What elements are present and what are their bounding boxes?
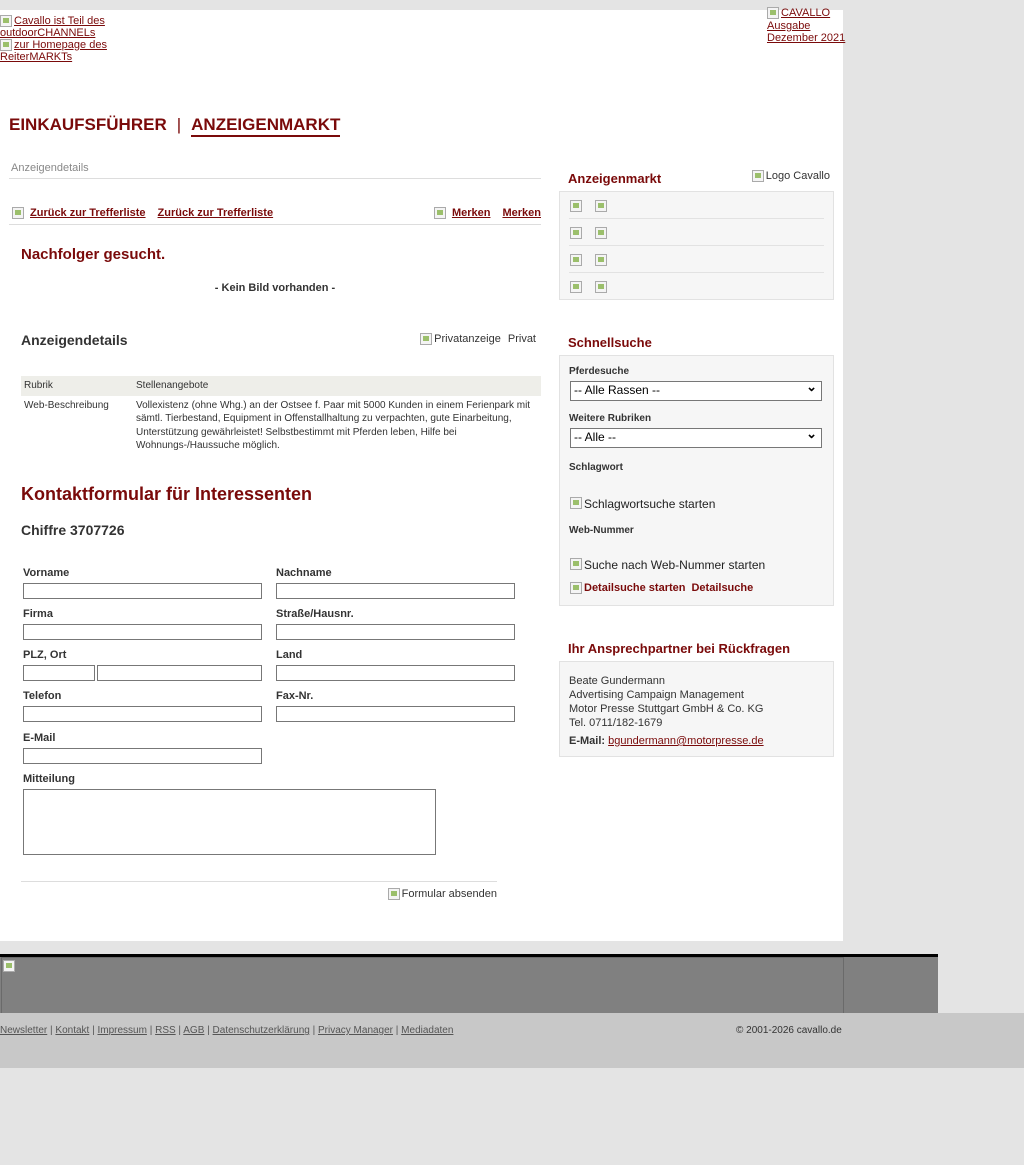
thumbnail-icon[interactable] (570, 281, 582, 293)
land-field[interactable] (276, 665, 515, 681)
bookmark-icon: Merken (434, 207, 497, 219)
market-thumbnails (559, 191, 834, 300)
issue-cover-icon (767, 7, 779, 19)
email-label: E-Mail (23, 732, 56, 744)
list-item (569, 192, 824, 219)
list-item (569, 246, 824, 273)
nachname-field[interactable] (276, 583, 515, 599)
footer-banner (0, 954, 938, 1016)
sidebar (559, 160, 834, 757)
telefon-field[interactable] (23, 706, 262, 722)
ad-detail-column (9, 160, 541, 900)
schlagwort-label: Schlagwort (569, 462, 623, 473)
contact-email-row (569, 734, 824, 748)
submit-icon (388, 888, 400, 900)
firma-label: Firma (23, 608, 53, 620)
nav-separator: | (176, 115, 182, 134)
ort-field[interactable] (97, 665, 262, 681)
current-issue (767, 7, 847, 45)
chiffre-number: Chiffre 3707726 (21, 522, 125, 538)
footer-link-privacy-manager[interactable]: Privacy Manager (317, 1025, 394, 1036)
detail-value: Stellenangebote (133, 376, 541, 396)
page-content (0, 7, 846, 941)
contact-company: Motor Presse Stuttgart GmbH & Co. KG (569, 703, 764, 715)
land-label: Land (276, 649, 303, 661)
breed-select[interactable]: -- Alle Rassen -- ⌄ (570, 381, 822, 401)
footer-link-kontakt[interactable]: Kontakt (55, 1025, 90, 1036)
contact-info (559, 661, 834, 757)
main-navigation (9, 115, 340, 135)
thumbnail-icon[interactable] (570, 254, 582, 266)
thumbnail-icon[interactable] (570, 200, 582, 212)
search-icon (570, 558, 582, 570)
details-table (21, 376, 541, 456)
copyright: © 2001-2026 cavallo.de (736, 1025, 842, 1036)
banner-image-icon (3, 960, 15, 972)
reitermarkt-link[interactable]: zur Homepage des ReiterMARKTs (0, 39, 107, 63)
outdoor-channel-link[interactable]: Cavallo ist Teil des outdoorCHANNELs (0, 15, 105, 39)
plz-ort-label: PLZ, Ort (23, 649, 67, 661)
private-ad-label: Privat (507, 333, 536, 345)
contact-name: Beate Gundermann (569, 675, 666, 687)
detail-key: Rubrik (21, 376, 133, 396)
thumbnail-icon[interactable] (570, 227, 582, 239)
plz-field[interactable] (23, 665, 95, 681)
details-heading: Anzeigendetails (21, 332, 128, 348)
detail-search-icon (570, 582, 582, 594)
table-row (21, 376, 541, 396)
fax-field[interactable] (276, 706, 515, 722)
thumbnail-icon[interactable] (595, 227, 607, 239)
category-select[interactable]: -- Alle -- ⌄ (570, 428, 822, 448)
footer (0, 1013, 1024, 1068)
contact-role: Advertising Campaign Management (569, 689, 744, 701)
footer-link-newsletter[interactable]: Newsletter (0, 1025, 48, 1036)
form-footer (21, 881, 497, 900)
weitere-rubriken-label: Weitere Rubriken (569, 413, 652, 424)
email-field[interactable] (23, 748, 262, 764)
back-label: Zurück zur Trefferliste (157, 207, 274, 219)
thumbnail-icon[interactable] (595, 200, 607, 212)
cavallo-logo: Logo Cavallo (752, 170, 830, 182)
ad-toolbar (9, 207, 541, 225)
quicksearch-title: Schnellsuche (568, 335, 652, 350)
reitermarkt-logo-icon (0, 39, 12, 51)
vorname-field[interactable] (23, 583, 262, 599)
outdoor-logo-icon (0, 15, 12, 27)
nachname-label: Nachname (276, 567, 332, 579)
contact-email-link[interactable]: bgundermann@motorpresse.de (608, 735, 764, 747)
quicksearch-body (559, 355, 834, 606)
detail-value: Vollexistenz (ohne Whg.) an der Ostsee f. Paar mit 5000 Kunden in einem Ferienpark mit sämtl. Tierbestand, Equipment in Offenstallhaltung zu verpachten, gute Einarbeitung, Unterstützung gewährleistet! Selbstbestimmt mit Pferden leben, Hilfe bei Wohnungs-/Haussuche möglich. (136, 399, 531, 451)
submit-button[interactable]: Formular absenden (388, 888, 497, 900)
contact-phone: Tel. 0711/182-1679 (569, 717, 663, 729)
back-to-results-button[interactable] (12, 207, 279, 219)
mitteilung-label: Mitteilung (23, 773, 75, 785)
list-item (569, 273, 824, 299)
back-icon: Zurück zur Trefferliste (12, 207, 152, 219)
private-ad-badge (420, 333, 536, 345)
quicksearch-box (559, 328, 834, 606)
footer-link-mediadaten[interactable]: Mediadaten (401, 1025, 454, 1036)
footer-link-agb[interactable]: AGB (183, 1025, 205, 1036)
list-item (569, 219, 824, 246)
contact-title: Ihr Ansprechpartner bei Rückfragen (568, 641, 791, 656)
footer-link-impressum[interactable]: Impressum (97, 1025, 147, 1036)
vorname-label: Vorname (23, 567, 70, 579)
detail-search-button[interactable]: Detailsuche starten Detailsuche (570, 582, 823, 594)
webnumber-search-button[interactable]: Suche nach Web-Nummer starten (570, 558, 823, 572)
private-ad-icon: Privatanzeige (420, 333, 501, 345)
no-picture-text: - Kein Bild vorhanden - (214, 282, 336, 294)
keyword-search-button[interactable]: Schlagwortsuche starten (570, 497, 823, 511)
bookmark-label: Merken (502, 207, 541, 219)
mitteilung-textarea[interactable] (23, 789, 436, 855)
thumbnail-icon[interactable] (595, 254, 607, 266)
search-icon (570, 497, 582, 509)
footer-links: Newsletter | Kontakt | Impressum | RSS | AGB | Datenschutzerklärung | Privacy Manager | Mediadaten (0, 1025, 454, 1036)
detail-key: Web-Beschreibung (24, 399, 109, 411)
nav-einkaufsfuehrer[interactable]: EINKAUFSFÜHRER (9, 115, 167, 134)
market-box-title: Anzeigenmarkt Logo Cavallo (568, 170, 830, 186)
firma-field[interactable] (23, 624, 262, 640)
footer-link-datenschutz[interactable]: Datenschutzerklärung (212, 1025, 310, 1036)
thumbnail-icon[interactable] (595, 281, 607, 293)
contact-form-heading: Kontaktformular für Interessenten (21, 484, 313, 504)
current-issue-link[interactable]: CAVALLO Ausgabe Dezember 2021 (767, 7, 846, 44)
telefon-label: Telefon (23, 690, 62, 702)
contact-email-label: E-Mail: (569, 735, 606, 747)
footer-link-rss[interactable]: RSS (155, 1025, 176, 1036)
top-links (0, 15, 130, 63)
pferdesuche-label: Pferdesuche (569, 366, 630, 377)
market-box (559, 164, 834, 300)
strasse-label: Straße/Hausnr. (276, 608, 354, 620)
strasse-field[interactable] (276, 624, 515, 640)
breadcrumb: Anzeigendetails (9, 160, 541, 179)
table-row (21, 396, 541, 456)
bookmark-button[interactable] (434, 207, 541, 219)
nav-anzeigenmarkt[interactable]: ANZEIGENMARKT (191, 115, 340, 137)
webnummer-label: Web-Nummer (569, 525, 634, 536)
fax-label: Fax-Nr. (276, 690, 314, 702)
ad-title: Nachfolger gesucht. (21, 246, 166, 263)
contact-box (559, 634, 834, 757)
footer-banner-image (1, 957, 844, 1016)
